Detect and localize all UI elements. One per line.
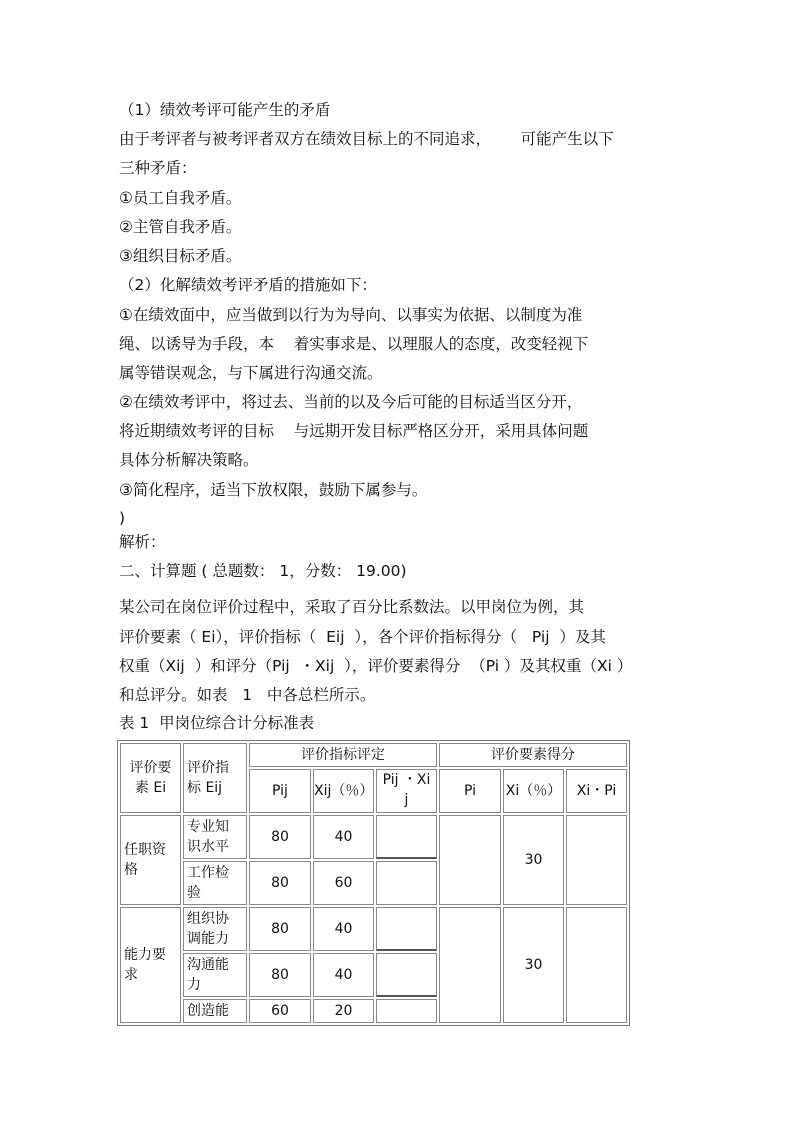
xi-pi-cell	[566, 815, 627, 905]
table-caption: 表 1 甲岗位综合计分标准表	[119, 714, 315, 732]
xij-cell: 40	[313, 907, 374, 951]
header-index: 评价指 标 Eij	[183, 743, 247, 813]
header-xij: Xij（％）	[313, 769, 374, 813]
xi-cell: 30	[503, 907, 564, 1023]
problem-line: 评价要素（ Ei），评价指标（ Eij ），各个评价指标得分（ Pij ）及其	[119, 628, 606, 646]
index-cell: 专业知 识水平	[183, 815, 247, 859]
measure-line: ②在绩效考评中，将过去、当前的以及今后可能的目标适当区分开，	[119, 393, 583, 411]
header-factor-score: 评价要素得分	[439, 743, 627, 767]
index-cell: 创造能	[183, 999, 247, 1023]
problem-line: 和总评分。如表 1 中各总栏所示。	[119, 686, 376, 704]
contradiction-item-2: ②主管自我矛盾。	[119, 218, 242, 236]
measure-line: 具体分析解决策略。	[119, 451, 259, 469]
pij-cell: 80	[249, 815, 311, 859]
close-paren: )	[119, 509, 126, 527]
header-factor: 评价要 素 Ei	[120, 743, 181, 813]
section1-intro-line1: 由于考评者与被考评者双方在绩效目标上的不同追求， 可能产生以下	[119, 130, 614, 148]
pij-cell: 80	[249, 953, 311, 997]
xij-cell: 20	[313, 999, 374, 1023]
section1-title: （1）绩效考评可能产生的矛盾	[119, 101, 331, 119]
pij-xij-cell	[376, 907, 437, 951]
pij-xij-cell	[376, 999, 437, 1023]
pij-cell: 80	[249, 907, 311, 951]
table-row	[120, 907, 627, 951]
section1-intro-line2: 三种矛盾：	[119, 159, 197, 177]
measure-line: 属等错误观念，与下属进行沟通交流。	[119, 364, 383, 382]
measure-line: ①在绩效面中，应当做到以行为为导向、以事实为依据、以制度为准	[119, 306, 583, 324]
factor-cell: 任职资 格	[120, 815, 181, 905]
pij-cell: 80	[249, 861, 311, 905]
header-xi: Xi（％）	[503, 769, 564, 813]
pij-xij-cell	[376, 815, 437, 859]
measure-line: 将近期绩效考评的目标 与远期开发目标严格区分开，采用具体问题	[119, 422, 589, 440]
measure-line: ③简化程序，适当下放权限，鼓励下属参与。	[119, 481, 428, 499]
pi-cell	[439, 907, 501, 1023]
section2-title: （2）化解绩效考评矛盾的措施如下：	[119, 276, 377, 294]
header-pij: Pij	[249, 769, 311, 813]
header-pij-xij: Pij ・Xi j	[376, 769, 437, 813]
table-row	[120, 815, 627, 859]
score-table	[117, 740, 630, 1026]
contradiction-item-3: ③组织目标矛盾。	[119, 247, 242, 265]
xi-cell: 30	[503, 815, 564, 905]
index-cell: 沟通能 力	[183, 953, 247, 997]
xi-pi-cell	[566, 907, 627, 1023]
index-cell: 工作检 验	[183, 861, 247, 905]
pij-cell: 60	[249, 999, 311, 1023]
analysis-label: 解析：	[119, 533, 166, 551]
pij-xij-cell	[376, 953, 437, 997]
calc-heading: 二、计算题 ( 总题数： 1，分数： 19.00)	[119, 562, 407, 580]
index-cell: 组织协 调能力	[183, 907, 247, 951]
header-pi: Pi	[439, 769, 501, 813]
problem-line: 某公司在岗位评价过程中，采取了百分比系数法。以甲岗位为例，其	[119, 598, 585, 616]
xij-cell: 40	[313, 815, 374, 859]
factor-cell: 能力要 求	[120, 907, 181, 1023]
xij-cell: 60	[313, 861, 374, 905]
header-xi-pi: Xi・Pi	[566, 769, 627, 813]
header-index-evaluation: 评价指标评定	[249, 743, 437, 767]
pi-cell	[439, 815, 501, 905]
xij-cell: 40	[313, 953, 374, 997]
pij-xij-cell	[376, 861, 437, 905]
problem-line: 权重（Xij ）和评分（Pij ・Xij ），评价要素得分 （Pi ）及其权重（Xi ）	[119, 657, 633, 675]
measure-line: 绳、以诱导为手段，本 着实事求是、以理服人的态度，改变轻视下	[119, 335, 589, 353]
contradiction-item-1: ①员工自我矛盾。	[119, 189, 242, 207]
